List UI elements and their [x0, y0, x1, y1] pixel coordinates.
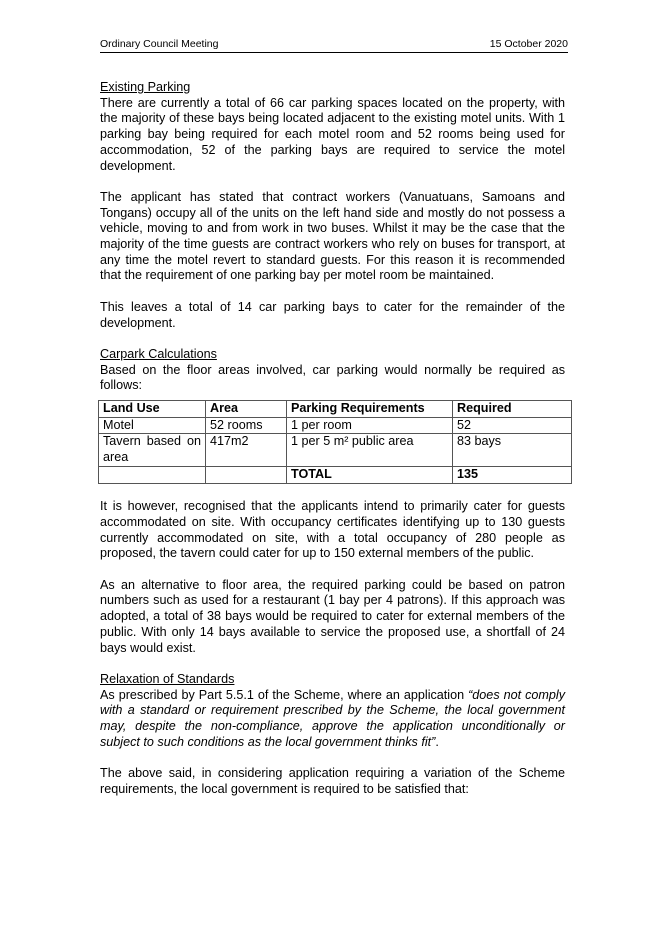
page-header [100, 38, 568, 53]
relaxation-text-end: . [435, 734, 439, 749]
table-cell: 1 per room [287, 417, 453, 434]
column-header: Required [453, 401, 572, 418]
relaxation-paragraph-1 [100, 688, 565, 751]
total-label: TOTAL [287, 466, 453, 483]
scheme-quote: “does not comply with a standard or requirement prescribed by the Scheme, the local government may, despite the non-compliance, approve the application unconditionally or subject to such conditions as the local government thinks fit” [100, 687, 566, 749]
existing-parking-paragraph-3: This leaves a total of 14 car parking bays to cater for the remainder of the development. [100, 299, 565, 330]
carpark-paragraph-1: It is however, recognised that the applicants intend to primarily cater for guests accommodated on site. With occupancy certificates identifying up to 130 guests currently accommodated on site, with a total occupancy of 280 people as proposed, the tavern could cater for up to 150 external members of the public. [100, 499, 565, 561]
existing-parking-paragraph-2: The applicant has stated that contract workers (Vanuatuans, Samoans and Tongans) occupy all of the units on the left hand side and mostly do not possess a vehicle, moving to and from work in two buses. Whilst it may be the case that the majority of the time guests are contract workers who rely on buses for transport, at any time the motel revert to standard guests. For this reason it is recommended that the requirement of one parking bay per motel room be maintained. [100, 189, 565, 283]
relaxation-paragraph-2: The above said, in considering application requiring a variation of the Scheme requirements, the local government is required to be satisfied that: [100, 766, 565, 796]
table-cell [206, 466, 287, 483]
existing-parking-paragraph-1: There are currently a total of 66 car parking spaces located on the property, with the majority of these bays being located adjacent to the existing motel units. With 1 parking bay being required for each motel room and 52 rooms being used for accommodation, 52 of the parking bays are required to service the motel development. [100, 95, 565, 173]
column-header: Parking Requirements [287, 401, 453, 418]
carpark-intro: Based on the floor areas involved, car parking would normally be required as follows: [100, 362, 565, 393]
table-row [99, 434, 572, 466]
table-cell: 1 per 5 m² public area [287, 434, 453, 466]
column-header: Area [206, 401, 287, 418]
carpark-calculations-heading: Carpark Calculations [100, 346, 217, 361]
meeting-date: 15 October 2020 [489, 38, 568, 50]
existing-parking-heading: Existing Parking [100, 80, 191, 94]
document-body [100, 80, 565, 798]
relaxation-text-start: As prescribed by Part 5.5.1 of the Scheme, where an application [100, 687, 469, 702]
table-cell: 52 rooms [206, 417, 287, 434]
table-row [99, 417, 572, 434]
meeting-name: Ordinary Council Meeting [100, 38, 219, 50]
table-cell: 417m2 [206, 434, 287, 466]
column-header: Land Use [99, 401, 206, 418]
relaxation-heading: Relaxation of Standards [100, 671, 235, 686]
table-cell: Tavern based on area [99, 434, 206, 466]
table-total-row [99, 466, 572, 483]
table-cell: 83 bays [453, 434, 572, 466]
parking-table [98, 400, 572, 484]
carpark-paragraph-2: As an alternative to floor area, the required parking could be based on patron numbers such as used for a restaurant (1 bay per 4 patrons). If this approach was adopted, a total of 38 bays would be required to cater for external members of the public. With only 14 bays available to service the proposed use, a shortfall of 24 bays would exist. [100, 577, 565, 655]
table-header-row [99, 401, 572, 418]
table-cell [99, 466, 206, 483]
table-cell: 52 [453, 417, 572, 434]
total-value: 135 [453, 466, 572, 483]
table-cell: Motel [99, 417, 206, 434]
